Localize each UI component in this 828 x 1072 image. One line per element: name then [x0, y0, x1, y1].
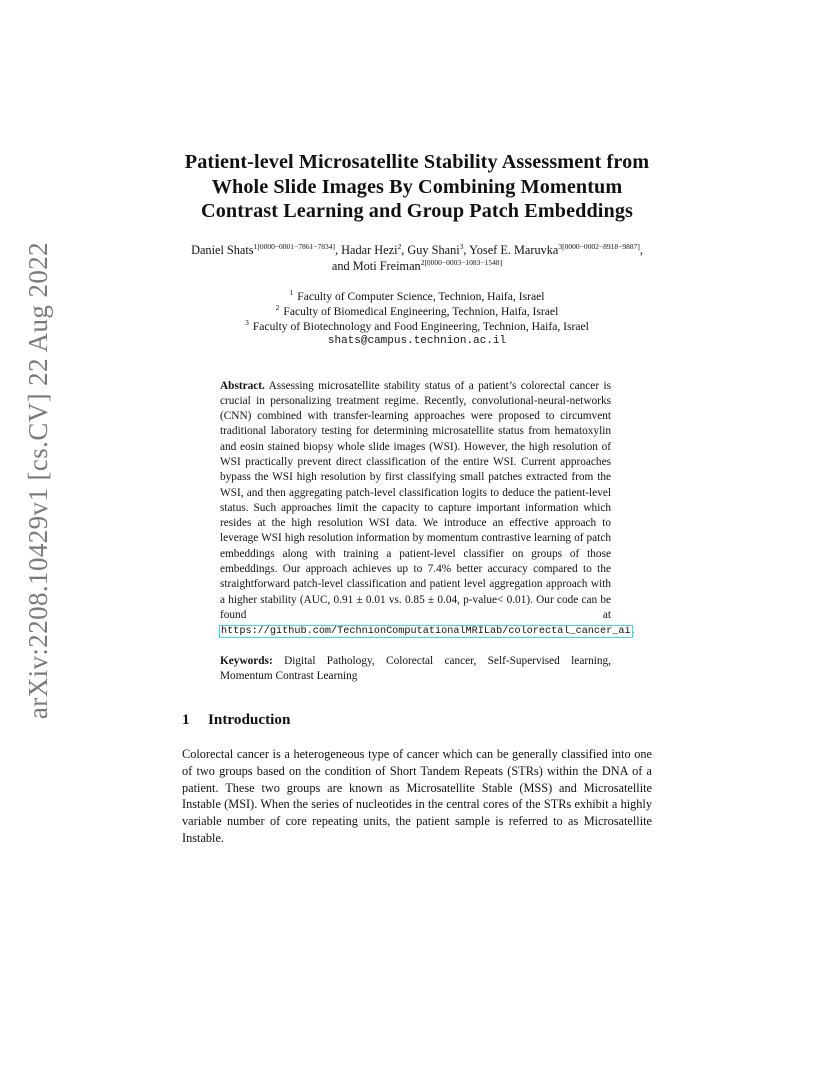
keywords-text: Digital Pathology, Colorectal cancer, Self-Supervised learning, Momentum Contrast Learning — [220, 654, 612, 682]
author-name: Guy Shani — [407, 242, 460, 257]
abstract — [220, 379, 635, 640]
author-list — [182, 242, 652, 275]
affiliation-number: 1 — [289, 287, 294, 297]
abstract-end: . — [631, 624, 635, 637]
affiliation-number: 2 — [275, 302, 280, 312]
keywords — [220, 654, 611, 685]
affiliation-number: 3 — [245, 317, 249, 327]
section-heading — [182, 711, 652, 729]
author-name: Daniel Shats — [191, 242, 254, 257]
affiliation-line — [182, 304, 652, 319]
arxiv-identifier-stamp — [17, 241, 61, 719]
affiliation-text: Faculty of Biomedical Engineering, Technion, Haifa, Israel — [283, 304, 559, 318]
arxiv-identifier: arXiv:2208.10429v1 [cs.CV] 22 Aug 2022 — [23, 241, 54, 719]
affiliation-line — [182, 289, 652, 304]
code-repository-link[interactable]: https://github.com/TechnionComputationalMRILab/colorectal_cancer_ai — [221, 626, 631, 638]
author-affiliation-orcid: 1[0000−0001−7861−7834] — [253, 241, 336, 251]
author-name: Moti Freiman — [352, 259, 421, 273]
abstract-label: Abstract. — [220, 379, 265, 392]
abstract-text: Assessing microsatellite stability status of a patient’s colorectal cancer is crucial in personalizing treatment regime. Recently, convolutional-neural-networks (CNN) combined with transfer-learning approaches were proposed to circumvent traditional laboratory testing for determining microsatellite status from hematoxylin and eosin stained biopsy whole slide images (WSI). However, the high resolution of WSI practically prevent direct classification of the entire WSI. Current approaches bypass the WSI high resolution by first classifying small patches extracted from the WSI, and then aggregating patch-level classification logits to deduce the patient-level status. Such approaches limit the capacity to capture important information which resides at the high resolution WSI data. We introduce an effective approach to leverage WSI high resolution information by momentum contrastive learning of patch embeddings along with training a patient-level classifier on groups of those embeddings. Our approach achieves up to 7.4% better accuracy compared to the straightforward patch-level classification and patient level aggregation approach with a higher stability (AUC, 0.91 ± 0.01 vs. 0.85 ± 0.04, p-value< 0.01). Our code can be found at — [220, 379, 611, 621]
author-separator: , — [335, 242, 342, 257]
introduction-paragraph: Colorectal cancer is a heterogeneous type of cancer which can be generally classified into one of two groups based on the condition of Short Tandem Repeats (STRs) within the DNA of a patient. These two groups are known as Microsatellite Stable (MSS) and Microsatellite Instable (MSI). When the series of nucleotides in the central cores of the STRs exhibit a highly variable number of core repeating units, the patient sample is referred to as Microsatellite Instable. — [182, 747, 652, 845]
paper-title: Patient-level Microsatellite Stability Assessment from Whole Slide Images By Combining Momentum Contrast Learning and Group Patch Embeddings — [184, 151, 650, 222]
affiliation-list — [182, 289, 652, 349]
keywords-label: Keywords: — [220, 654, 273, 667]
affiliation-text: Faculty of Computer Science, Technion, Haifa, Israel — [297, 289, 545, 303]
affiliation-line — [182, 319, 652, 334]
author-separator: , — [463, 242, 470, 257]
author-affiliation-orcid: 3[0000−0002−8918−9887] — [558, 241, 640, 251]
author-affiliation-orcid: 3 — [459, 241, 464, 251]
author-affiliation-orcid: 2[0000−0003−1083−1548] — [420, 258, 503, 267]
author-name: Yosef E. Maruvka — [469, 242, 559, 257]
author-separator: , — [401, 242, 408, 257]
paper-page — [182, 150, 652, 846]
author-email[interactable]: shats@campus.technion.ac.il — [327, 334, 507, 347]
affiliation-text: Faculty of Biotechnology and Food Engineering, Technion, Haifa, Israel — [252, 319, 589, 333]
section-title: Introduction — [208, 711, 291, 729]
author-name: Hadar Hezi — [341, 242, 398, 257]
section-number: 1 — [182, 711, 190, 729]
author-separator: , and — [331, 242, 643, 273]
author-affiliation-orcid: 2 — [397, 241, 402, 251]
